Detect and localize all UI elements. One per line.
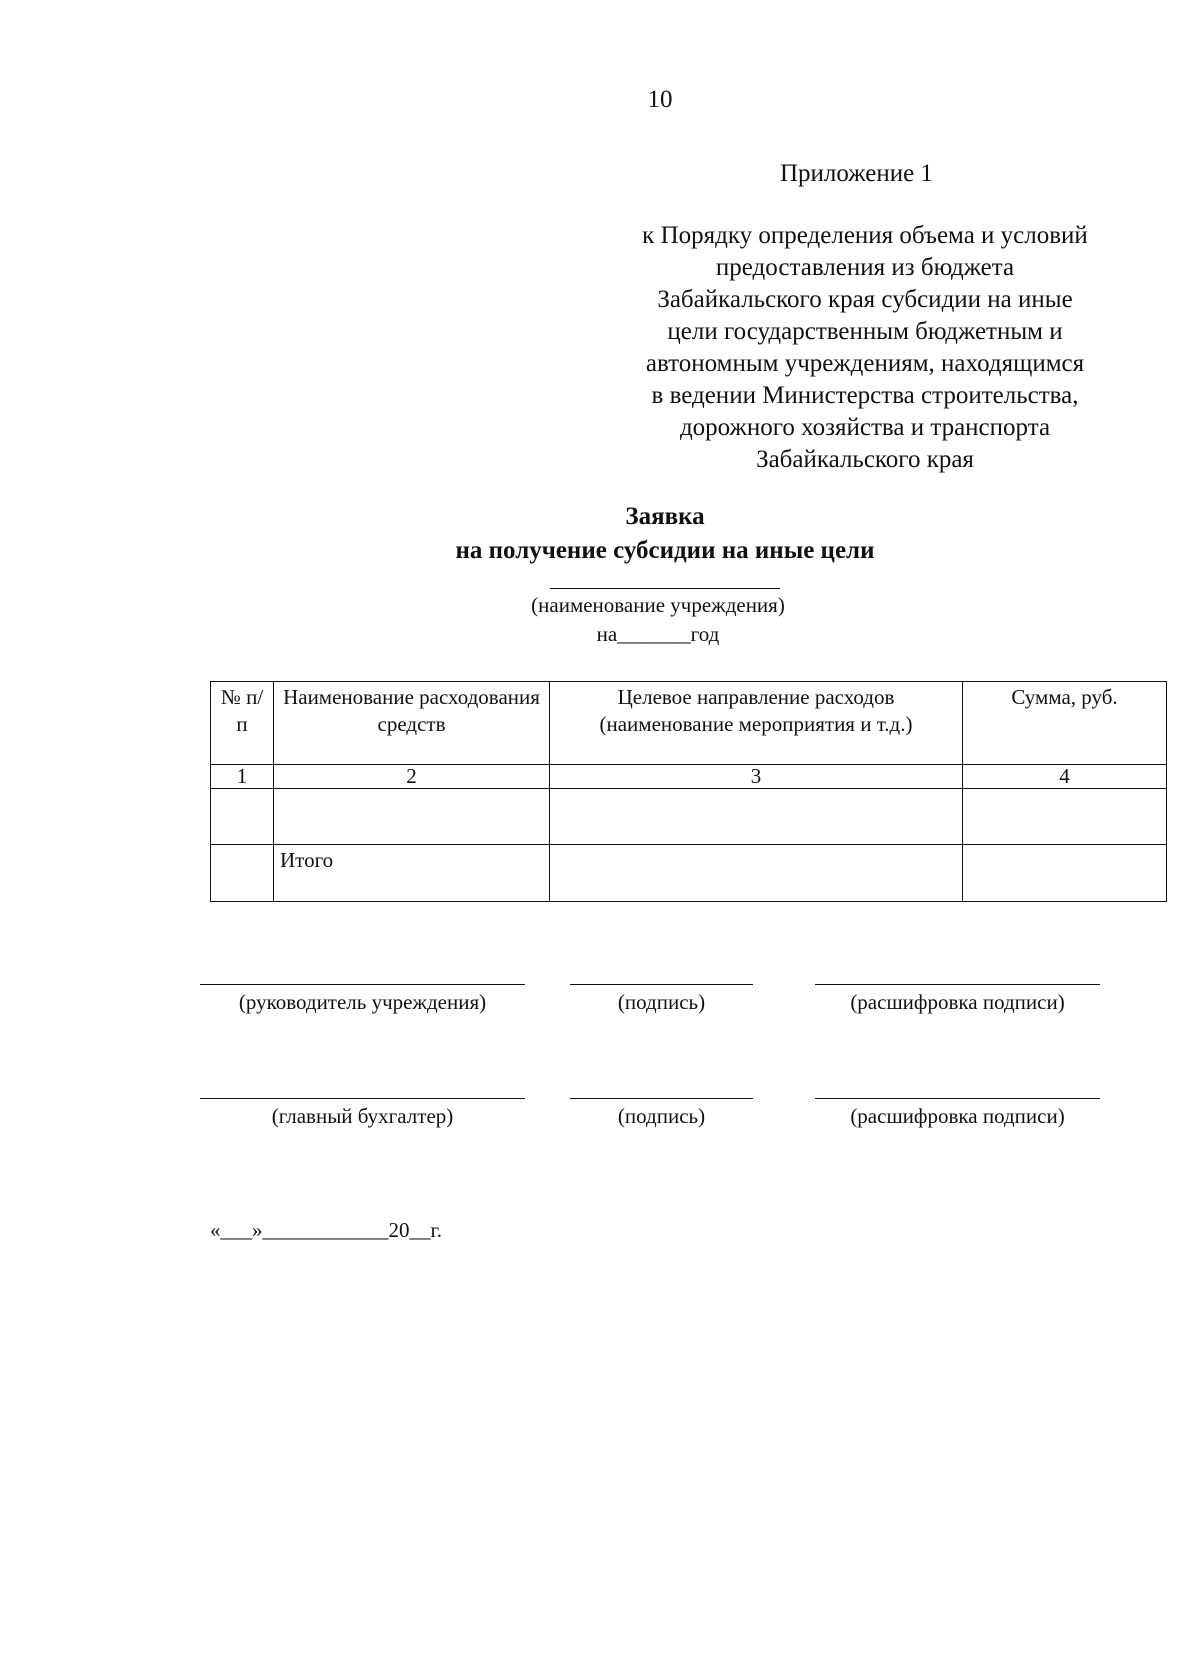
cell-amount[interactable] (963, 789, 1167, 845)
cell-total-direction[interactable] (550, 845, 963, 902)
table-header-row (211, 682, 1167, 765)
appendix-line: Забайкальского края (756, 446, 974, 473)
head-signature-line[interactable] (570, 984, 753, 985)
header-amount: Сумма, руб. (963, 682, 1167, 765)
column-number: 4 (963, 765, 1167, 789)
header-expense-name: Наименование расходования средств (274, 682, 550, 765)
appendix-line: цели государственным бюджетным и (667, 318, 1063, 345)
table-row (211, 789, 1167, 845)
appendix-line: предоставления из бюджета (715, 254, 1015, 281)
institution-caption: (наименование учреждения) (531, 593, 785, 617)
accountant-decoding-line[interactable] (815, 1098, 1100, 1099)
title-main: Заявка (625, 503, 705, 530)
appendix-line: в ведении Министерства строительства, (651, 382, 1079, 409)
column-number-row (211, 765, 1167, 789)
cell-total-amount[interactable] (963, 845, 1167, 902)
appendix-line: автономным учреждениям, находящимся (645, 350, 1085, 377)
year-field[interactable]: на_______год (596, 622, 720, 646)
appendix-line: к Порядку определения объема и условий (642, 222, 1088, 249)
head-caption: (руководитель учреждения) (238, 990, 487, 1014)
title-subtitle: на получение субсидии на иные цели (455, 537, 875, 564)
head-name-line[interactable] (200, 984, 525, 985)
cell-number (211, 845, 274, 902)
cell-number[interactable] (211, 789, 274, 845)
head-signature-caption: (подпись) (617, 990, 706, 1014)
appendix-line: Забайкальского края субсидии на иные (657, 286, 1073, 313)
column-number: 3 (550, 765, 963, 789)
total-label: Итого (274, 845, 550, 902)
column-number: 1 (211, 765, 274, 789)
header-number: № п/ п (211, 682, 274, 765)
appendix-line: дорожного хозяйства и транспорта (679, 414, 1051, 441)
appendix-description (600, 220, 1130, 476)
cell-expense-name[interactable] (274, 789, 550, 845)
accountant-decoding-caption: (расшифровка подписи) (850, 1104, 1065, 1128)
date-field[interactable]: «___»____________20__г. (210, 1218, 442, 1242)
appendix-title: Приложение 1 (780, 160, 933, 187)
document-title (0, 500, 1200, 568)
column-number: 2 (274, 765, 550, 789)
cell-target-direction[interactable] (550, 789, 963, 845)
page-number: 10 (647, 86, 673, 113)
accountant-signature-line[interactable] (570, 1098, 753, 1099)
header-target-direction: Целевое направление расходов (наименование мероприятия и т.д.) (550, 682, 963, 765)
accountant-caption: (главный бухгалтер) (271, 1104, 454, 1128)
expenses-table (210, 681, 1167, 902)
institution-name-line[interactable] (550, 588, 780, 589)
head-decoding-line[interactable] (815, 984, 1100, 985)
accountant-name-line[interactable] (200, 1098, 525, 1099)
accountant-signature-caption: (подпись) (617, 1104, 706, 1128)
total-row (211, 845, 1167, 902)
head-decoding-caption: (расшифровка подписи) (850, 990, 1065, 1014)
